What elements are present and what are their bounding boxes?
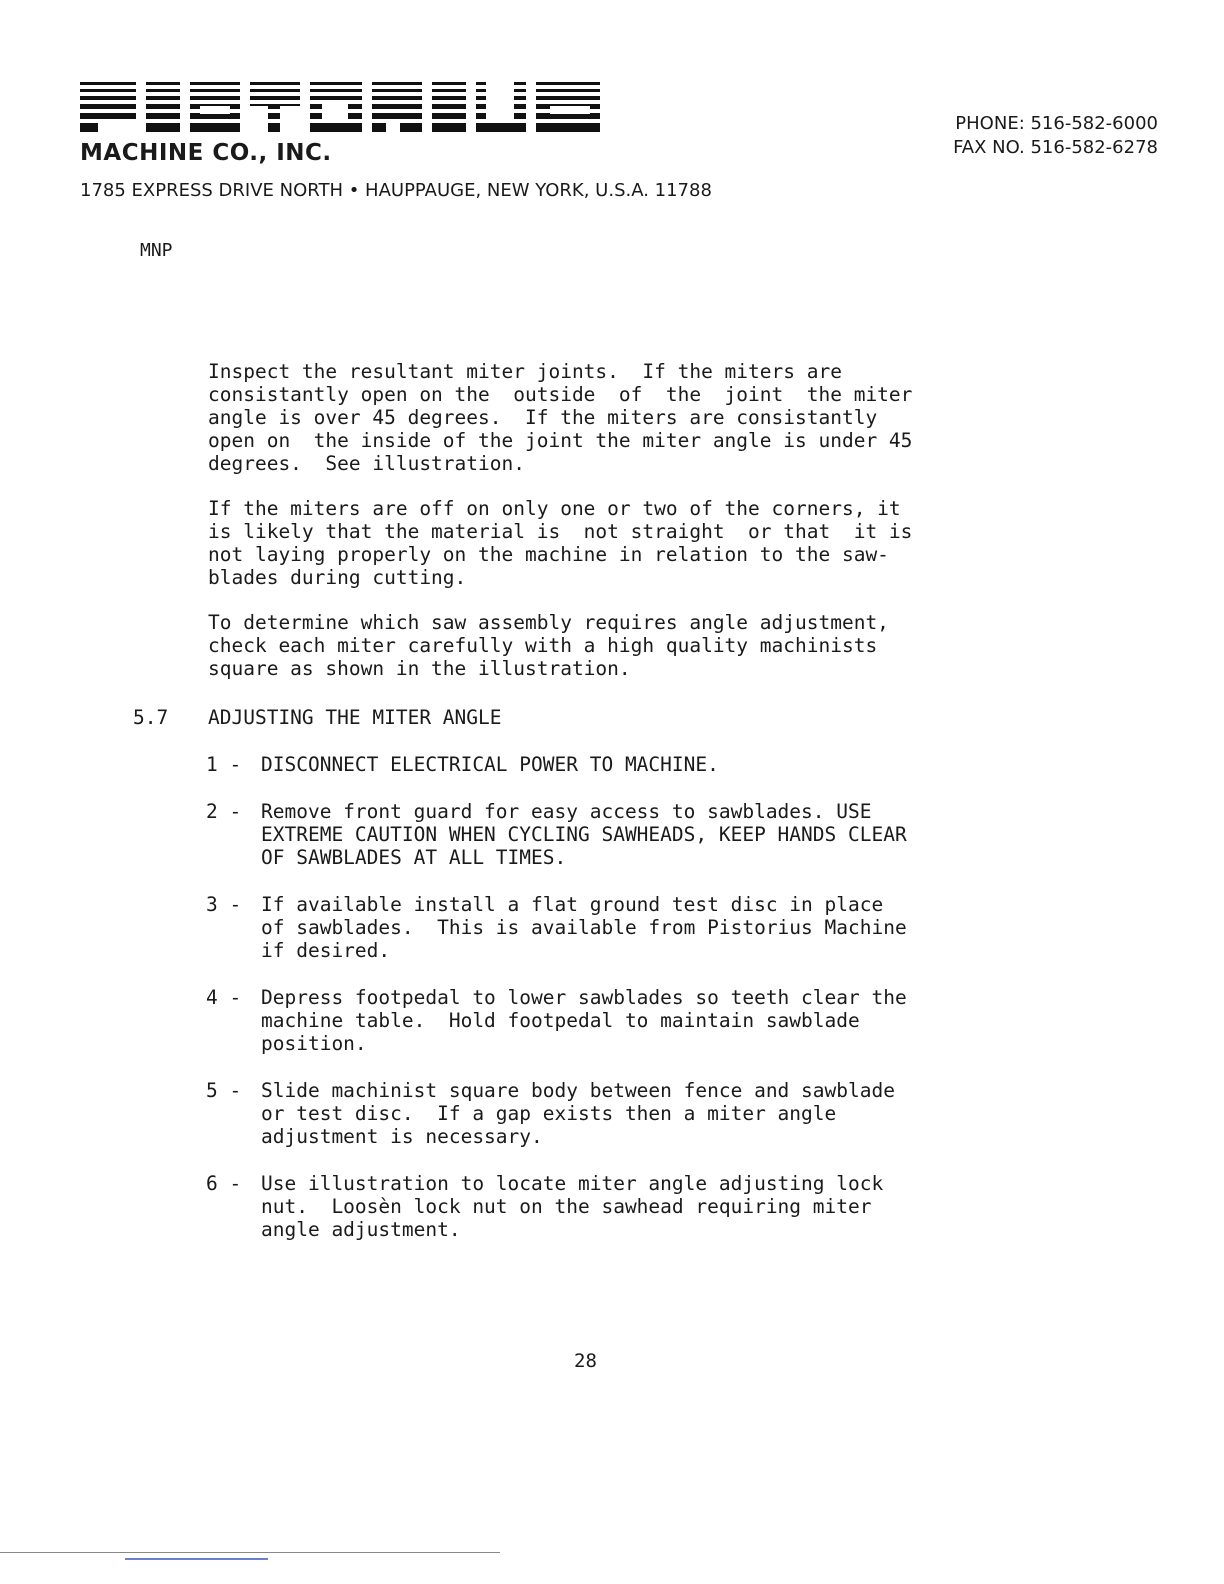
- phone-number: PHONE: 516-582-6000: [955, 113, 1158, 134]
- company-address: 1785 EXPRESS DRIVE NORTH • HAUPPAUGE, NEW YORK, U.S.A. 11788: [80, 180, 712, 201]
- step-number: 2 -: [206, 800, 242, 823]
- list-item: [206, 800, 1083, 869]
- fax-number: FAX NO. 516-582-6278: [953, 137, 1158, 158]
- step-number: 6 -: [206, 1172, 242, 1195]
- body-paragraph: To determine which saw assembly requires angle adjustment, check each miter carefully with a high quality machinists square as shown in the illustration.: [208, 611, 889, 680]
- footer-accent-line: [125, 1558, 268, 1560]
- step-text: Depress footpedal to lower sawblades so teeth clear the machine table. Hold footpedal to maintain sawblade position.: [261, 986, 907, 1055]
- document-reference: MNP: [140, 240, 173, 261]
- letterhead: [0, 0, 1224, 220]
- step-number: 4 -: [206, 986, 242, 1009]
- logo-text: [0, 0, 1, 1]
- body-paragraph: If the miters are off on only one or two of the corners, it is likely that the material is not straight or that it is not laying properly on the machine in relation to the saw- blades during cutting.: [208, 497, 913, 589]
- section-heading: [133, 706, 1083, 729]
- list-item: [206, 986, 1083, 1055]
- list-item: [206, 753, 1083, 776]
- company-logo: [80, 80, 600, 136]
- step-list: [206, 753, 1083, 1241]
- body-paragraph: Inspect the resultant miter joints. If the miters are consistantly open on the outside of the joint the miter angle is over 45 degrees. If the miters are consistantly open on the inside of the joint the miter angle is under 45 degrees. See illustration.: [208, 360, 913, 475]
- step-number: 1 -: [206, 753, 242, 776]
- step-text: If available install a flat ground test disc in place of sawblades. This is available from Pistorius Machine if desired.: [261, 893, 907, 962]
- step-text: Use illustration to locate miter angle adjusting lock nut. Loosèn lock nut on the sawhead requiring miter angle adjustment.: [261, 1172, 884, 1241]
- section-title: ADJUSTING THE MITER ANGLE: [208, 706, 502, 729]
- footer-divider: [0, 1552, 500, 1553]
- step-number: 3 -: [206, 893, 242, 916]
- step-text: DISCONNECT ELECTRICAL POWER TO MACHINE.: [261, 753, 719, 776]
- list-item: [206, 893, 1083, 962]
- list-item: [206, 1079, 1083, 1148]
- contact-info: [953, 112, 1158, 160]
- document-body: [133, 360, 1083, 1265]
- step-number: 5 -: [206, 1079, 242, 1102]
- page-number: 28: [574, 1350, 597, 1372]
- step-text: Remove front guard for easy access to sawblades. USE EXTREME CAUTION WHEN CYCLING SAWHEADS, KEEP HANDS CLEAR OF SAWBLADES AT ALL TIMES.: [261, 800, 907, 869]
- list-item: [206, 1172, 1083, 1241]
- company-name: MACHINE CO., INC.: [80, 140, 332, 166]
- step-text: Slide machinist square body between fence and sawblade or test disc. If a gap exists then a miter angle adjustment is necessary.: [261, 1079, 895, 1148]
- section-number: 5.7: [133, 706, 169, 729]
